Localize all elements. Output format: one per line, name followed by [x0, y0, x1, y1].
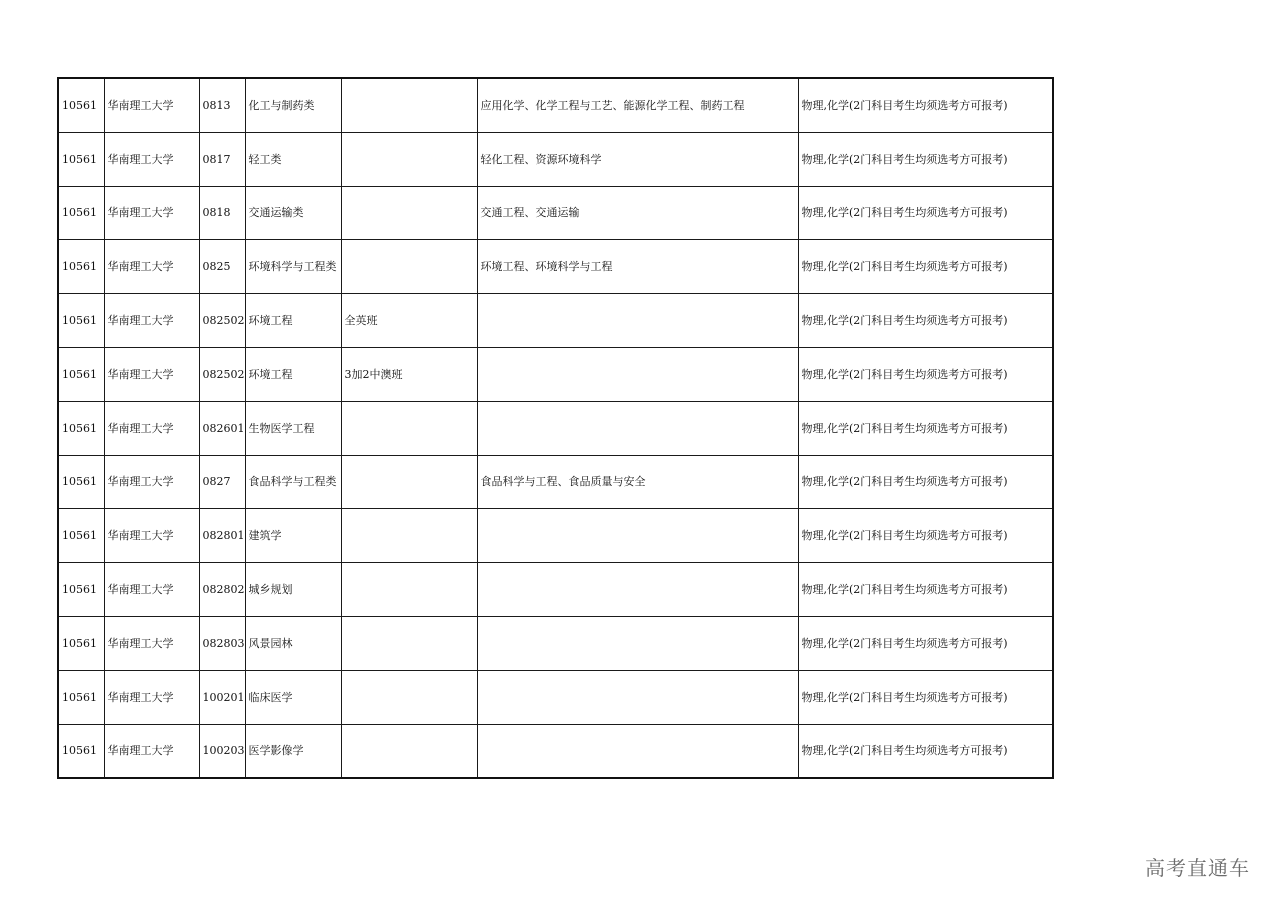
included-majors-cell — [477, 616, 798, 670]
subject-requirement-cell: 物理,化学(2门科目考生均须选考方可报考) — [798, 670, 1053, 724]
school-code-cell: 10561 — [58, 78, 104, 132]
major-name-cell: 化工与制药类 — [245, 78, 341, 132]
subject-requirement-cell: 物理,化学(2门科目考生均须选考方可报考) — [798, 455, 1053, 509]
major-code-cell: 100203 — [199, 724, 245, 778]
included-majors-cell: 交通工程、交通运输 — [477, 186, 798, 240]
table-row — [58, 132, 1053, 186]
note-cell: 3加2中澳班 — [341, 347, 477, 401]
major-name-cell: 城乡规划 — [245, 563, 341, 617]
note-cell — [341, 509, 477, 563]
school-code-cell: 10561 — [58, 616, 104, 670]
watermark: 高考直通车 — [1145, 856, 1250, 880]
table-row — [58, 724, 1053, 778]
subject-requirement-cell: 物理,化学(2门科目考生均须选考方可报考) — [798, 78, 1053, 132]
subject-requirement-cell: 物理,化学(2门科目考生均须选考方可报考) — [798, 724, 1053, 778]
major-code-cell: 082502 — [199, 294, 245, 348]
subject-requirement-cell: 物理,化学(2门科目考生均须选考方可报考) — [798, 563, 1053, 617]
major-code-cell: 0818 — [199, 186, 245, 240]
major-name-cell: 食品科学与工程类 — [245, 455, 341, 509]
major-name-cell: 建筑学 — [245, 509, 341, 563]
major-name-cell: 医学影像学 — [245, 724, 341, 778]
major-code-cell: 082601 — [199, 401, 245, 455]
major-code-cell: 082802 — [199, 563, 245, 617]
school-code-cell: 10561 — [58, 132, 104, 186]
school-name-cell: 华南理工大学 — [104, 563, 199, 617]
note-cell: 全英班 — [341, 294, 477, 348]
school-code-cell: 10561 — [58, 563, 104, 617]
subject-requirement-cell: 物理,化学(2门科目考生均须选考方可报考) — [798, 401, 1053, 455]
school-code-cell: 10561 — [58, 186, 104, 240]
note-cell — [341, 455, 477, 509]
major-code-cell: 082801 — [199, 509, 245, 563]
school-name-cell: 华南理工大学 — [104, 132, 199, 186]
table-row — [58, 186, 1053, 240]
table-row — [58, 563, 1053, 617]
major-name-cell: 环境科学与工程类 — [245, 240, 341, 294]
school-code-cell: 10561 — [58, 240, 104, 294]
note-cell — [341, 186, 477, 240]
note-cell — [341, 401, 477, 455]
school-name-cell: 华南理工大学 — [104, 509, 199, 563]
school-name-cell: 华南理工大学 — [104, 186, 199, 240]
table-row — [58, 294, 1053, 348]
included-majors-cell: 环境工程、环境科学与工程 — [477, 240, 798, 294]
major-code-cell: 0825 — [199, 240, 245, 294]
major-name-cell: 环境工程 — [245, 294, 341, 348]
note-cell — [341, 616, 477, 670]
major-requirements-table — [57, 77, 1054, 779]
subject-requirement-cell: 物理,化学(2门科目考生均须选考方可报考) — [798, 132, 1053, 186]
table-row — [58, 509, 1053, 563]
subject-requirement-cell: 物理,化学(2门科目考生均须选考方可报考) — [798, 240, 1053, 294]
major-code-cell: 100201 — [199, 670, 245, 724]
note-cell — [341, 132, 477, 186]
school-code-cell: 10561 — [58, 294, 104, 348]
table-row — [58, 670, 1053, 724]
major-name-cell: 生物医学工程 — [245, 401, 341, 455]
note-cell — [341, 78, 477, 132]
included-majors-cell — [477, 401, 798, 455]
table-row — [58, 455, 1053, 509]
included-majors-cell: 应用化学、化学工程与工艺、能源化学工程、制药工程 — [477, 78, 798, 132]
major-name-cell: 临床医学 — [245, 670, 341, 724]
school-name-cell: 华南理工大学 — [104, 294, 199, 348]
school-name-cell: 华南理工大学 — [104, 455, 199, 509]
table-row — [58, 616, 1053, 670]
subject-requirement-cell: 物理,化学(2门科目考生均须选考方可报考) — [798, 616, 1053, 670]
school-name-cell: 华南理工大学 — [104, 670, 199, 724]
major-code-cell: 082502 — [199, 347, 245, 401]
major-name-cell: 风景园林 — [245, 616, 341, 670]
major-code-cell: 0817 — [199, 132, 245, 186]
table-row — [58, 240, 1053, 294]
included-majors-cell — [477, 563, 798, 617]
included-majors-cell — [477, 670, 798, 724]
note-cell — [341, 240, 477, 294]
table-row — [58, 78, 1053, 132]
school-code-cell: 10561 — [58, 347, 104, 401]
school-name-cell: 华南理工大学 — [104, 78, 199, 132]
table-row — [58, 401, 1053, 455]
included-majors-cell: 轻化工程、资源环境科学 — [477, 132, 798, 186]
school-code-cell: 10561 — [58, 509, 104, 563]
school-code-cell: 10561 — [58, 401, 104, 455]
school-name-cell: 华南理工大学 — [104, 401, 199, 455]
school-code-cell: 10561 — [58, 455, 104, 509]
subject-requirement-cell: 物理,化学(2门科目考生均须选考方可报考) — [798, 186, 1053, 240]
note-cell — [341, 724, 477, 778]
table-body — [58, 78, 1053, 778]
included-majors-cell — [477, 509, 798, 563]
school-name-cell: 华南理工大学 — [104, 724, 199, 778]
school-name-cell: 华南理工大学 — [104, 347, 199, 401]
included-majors-cell: 食品科学与工程、食品质量与安全 — [477, 455, 798, 509]
table-row — [58, 347, 1053, 401]
note-cell — [341, 670, 477, 724]
major-name-cell: 轻工类 — [245, 132, 341, 186]
major-code-cell: 082803 — [199, 616, 245, 670]
major-name-cell: 环境工程 — [245, 347, 341, 401]
school-code-cell: 10561 — [58, 670, 104, 724]
school-name-cell: 华南理工大学 — [104, 240, 199, 294]
major-name-cell: 交通运输类 — [245, 186, 341, 240]
school-code-cell: 10561 — [58, 724, 104, 778]
note-cell — [341, 563, 477, 617]
included-majors-cell — [477, 294, 798, 348]
subject-requirement-cell: 物理,化学(2门科目考生均须选考方可报考) — [798, 347, 1053, 401]
included-majors-cell — [477, 347, 798, 401]
included-majors-cell — [477, 724, 798, 778]
subject-requirement-cell: 物理,化学(2门科目考生均须选考方可报考) — [798, 509, 1053, 563]
major-code-cell: 0827 — [199, 455, 245, 509]
subject-requirement-cell: 物理,化学(2门科目考生均须选考方可报考) — [798, 294, 1053, 348]
major-code-cell: 0813 — [199, 78, 245, 132]
school-name-cell: 华南理工大学 — [104, 616, 199, 670]
